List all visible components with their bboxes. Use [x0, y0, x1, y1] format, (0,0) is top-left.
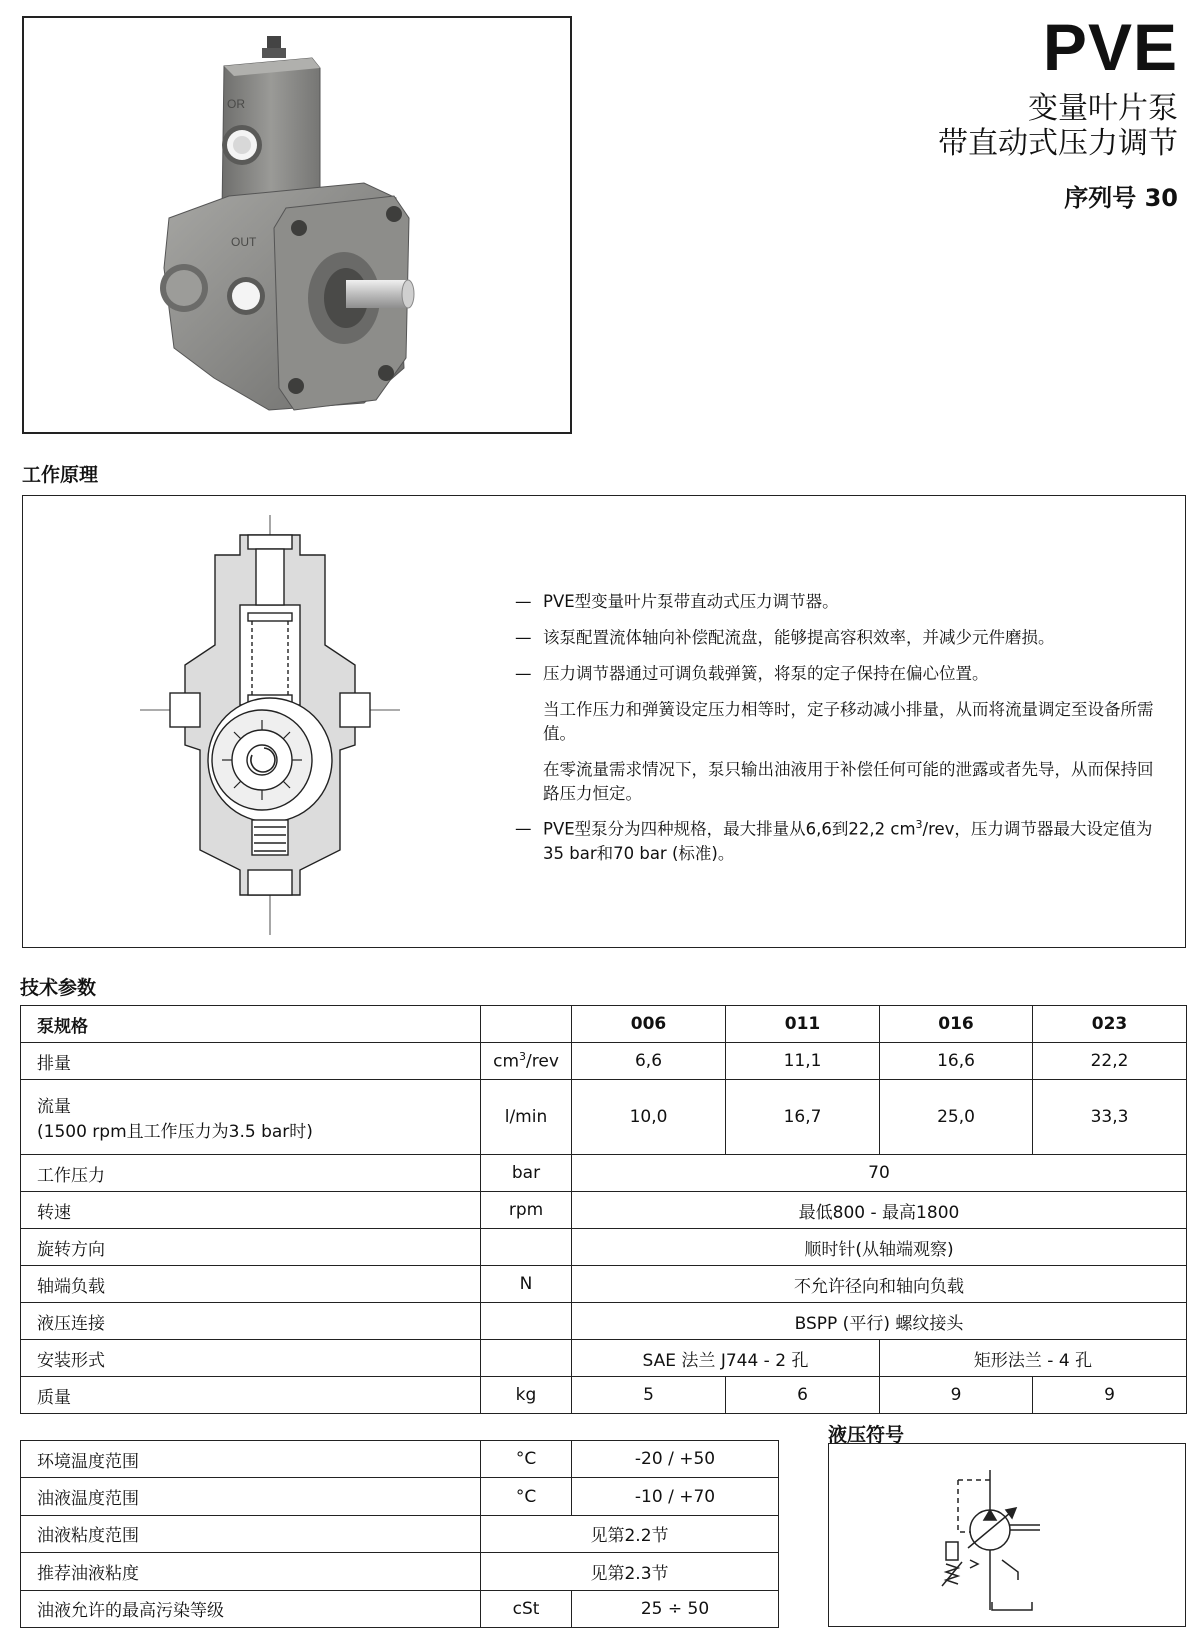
pump-cross-section-diagram — [140, 515, 400, 935]
series-number: 序列号 30 — [1064, 184, 1178, 212]
size-011: 011 — [726, 1006, 880, 1043]
table-row — [21, 1006, 1187, 1043]
table-row: 排量 $cm^3$/rev 6,6 11,1 16,6 22,2 — [21, 1043, 1187, 1080]
table-row: 质量 kg 5 6 9 9 — [21, 1377, 1187, 1414]
table-row: 流量 (1500 rpm且工作压力为3.5 bar时) l/min 10,0 16,7 25,0 33,3 — [21, 1080, 1187, 1155]
marking-out: OUT — [231, 235, 257, 249]
principle-heading: 工作原理 — [22, 464, 99, 486]
env-table — [20, 1440, 779, 1628]
table-row: 旋转方向 顺时针(从轴端观察) — [21, 1229, 1187, 1266]
table-row: 液压连接 BSPP (平行) 螺纹接头 — [21, 1303, 1187, 1340]
table-row: 工作压力 bar 70 — [21, 1155, 1187, 1192]
principle-point-4: 当工作压力和弹簧设定压力相等时，定子移动减小排量，从而将流量调定至设备所需值。 — [543, 699, 1154, 743]
table-row: 油液粘度范围 见第2.2节 — [21, 1515, 779, 1552]
principle-point-1: — PVE型变量叶片泵带直动式压力调节器。 — [515, 592, 839, 611]
flow-label: 流量 (1500 rpm且工作压力为3.5 bar时) — [21, 1080, 481, 1155]
table-row: 轴端负载 N 不允许径向和轴向负载 — [21, 1266, 1187, 1303]
table-row: 环境温度范围 °C -20 / +50 — [21, 1441, 779, 1478]
principle-point-2: — 该泵配置流体轴向补偿配流盘，能够提高容积效率，并减少元件磨损。 — [515, 627, 1055, 647]
principle-point-5: 在零流量需求情况下，泵只输出油液用于补偿任何可能的泄露或者先导，从而保持回路压力恒定。 — [543, 759, 1154, 803]
hydraulic-symbol-icon — [940, 1460, 1080, 1620]
pump-photo — [24, 18, 570, 432]
displacement-unit: $cm^3$/rev — [481, 1043, 572, 1080]
principle-text — [515, 590, 1165, 878]
product-name: 变量叶片泵 — [1028, 91, 1178, 126]
size-016: 016 — [880, 1006, 1033, 1043]
flow-unit: l/min — [481, 1080, 572, 1155]
product-subtitle: 带直动式压力调节 — [938, 126, 1178, 161]
marking-or: OR — [227, 97, 245, 111]
tech-heading: 技术参数 — [20, 977, 97, 999]
table-row: 转速 rpm 最低800 - 最高1800 — [21, 1192, 1187, 1229]
symbol-heading: 液压符号 — [828, 1424, 905, 1446]
size-006: 006 — [572, 1006, 726, 1043]
product-code: PVE — [1042, 10, 1178, 84]
tech-table — [20, 1005, 1187, 1414]
size-header: 泵规格 — [21, 1006, 481, 1043]
size-023: 023 — [1033, 1006, 1187, 1043]
table-row: 油液允许的最高污染等级 cSt 25 ÷ 50 — [21, 1590, 779, 1627]
table-row: 安装形式 SAE 法兰 J744 - 2 孔 矩形法兰 - 4 孔 — [21, 1340, 1187, 1377]
displacement-label: 排量 — [21, 1043, 481, 1080]
table-row: 推荐油液粘度 见第2.3节 — [21, 1553, 779, 1590]
table-row: 油液温度范围 °C -10 / +70 — [21, 1478, 779, 1515]
principle-point-6: — PVE型泵分为四种规格，最大排量从6,6到22,2 $cm^3$/rev，压力调节器最大设定值为35 bar和70 bar (标准)。 — [515, 818, 1153, 863]
product-photo-frame — [22, 16, 572, 434]
principle-point-3: — 压力调节器通过可调负载弹簧，将泵的定子保持在偏心位置。 — [515, 663, 989, 683]
